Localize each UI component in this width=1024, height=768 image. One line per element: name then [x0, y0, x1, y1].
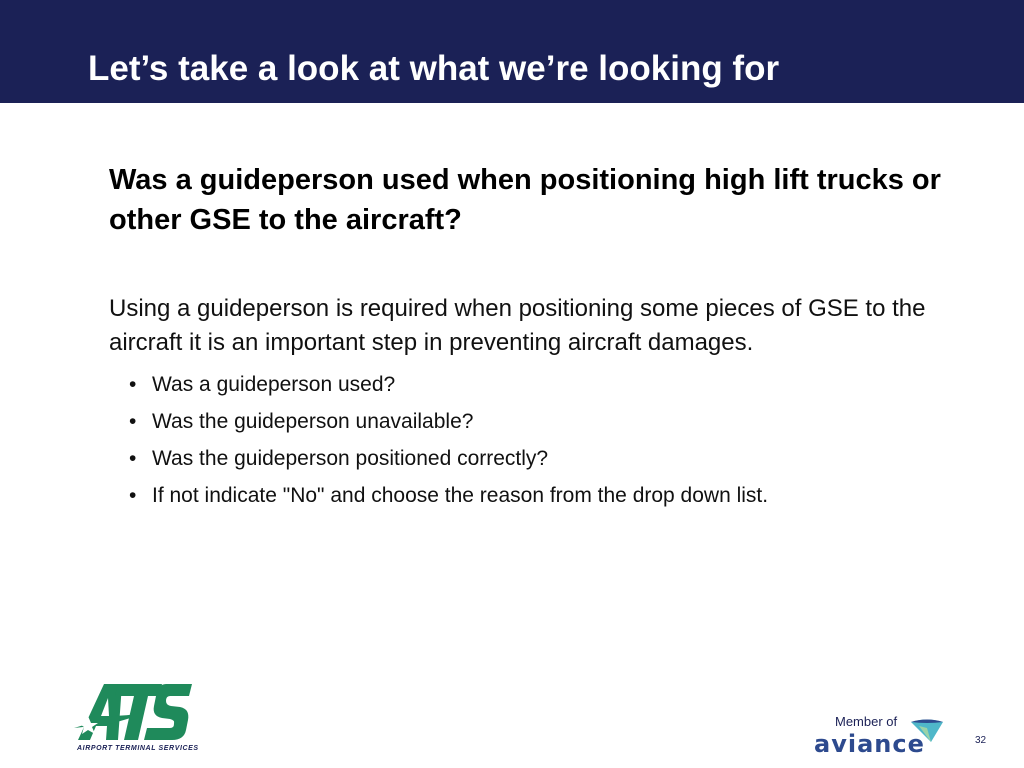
ats-caption: AIRPORT TERMINAL SERVICES: [77, 745, 199, 752]
bullet-item: [129, 440, 949, 477]
bullet-text: Was a guideperson used?: [152, 373, 396, 396]
question-heading: Was a guideperson used when positioning high lift trucks or other GSE to the aircraft?: [109, 164, 941, 236]
bullet-dot: •: [129, 447, 137, 470]
slide-content: [109, 160, 949, 514]
bullet-dot: •: [129, 373, 137, 396]
bullet-text: Was the guideperson unavailable?: [152, 410, 474, 433]
page-number: 32: [975, 735, 987, 746]
aviance-logo-text: aviance: [814, 730, 925, 758]
bullet-dot: •: [129, 410, 137, 433]
member-of-label: Member of: [835, 714, 898, 729]
bullet-dot: •: [129, 484, 137, 507]
bullet-list: [109, 366, 949, 514]
body-paragraph: Using a guideperson is required when positioning some pieces of GSE to the aircraft it is an important step in preventing aircraft damages.: [109, 295, 926, 356]
bullet-text: Was the guideperson positioned correctly?: [152, 447, 549, 470]
bullet-text: If not indicate "No" and choose the reason from the drop down list.: [152, 484, 769, 507]
slide-title: Let’s take a look at what we’re looking for: [88, 49, 780, 88]
header-underline: [0, 101, 1024, 103]
aviance-mark-icon: [909, 718, 945, 744]
bullet-item: [129, 477, 949, 514]
bullet-item: [129, 366, 949, 403]
bullet-item: [129, 403, 949, 440]
